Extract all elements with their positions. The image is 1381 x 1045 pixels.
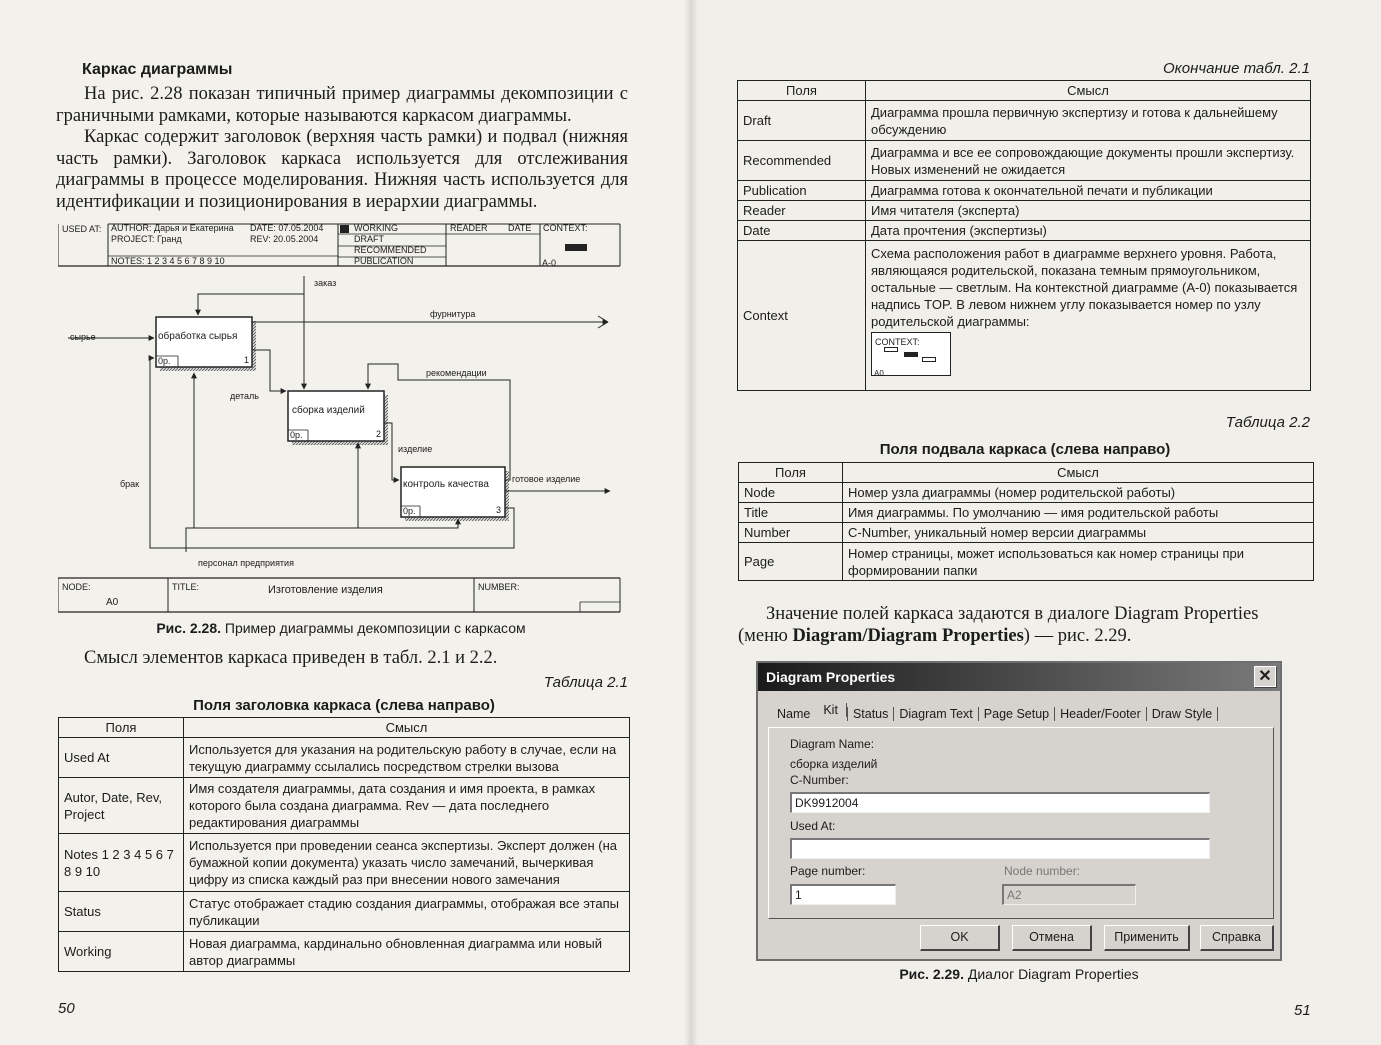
cancel-button[interactable]: Отмена [1012,925,1092,951]
table-header-row [739,463,1314,483]
table-cell-field: Draft [738,101,866,141]
table-header-meaning: Смысл [184,718,630,738]
table-cell-meaning: Дата прочтения (экспертизы) [866,221,1311,241]
mini-context-box-light-1 [884,347,898,352]
figure-2-28-caption [58,620,624,636]
table-2-1-title: Поля заголовка каркаса (слева направо) [193,697,495,714]
mini-context-box-light-2 [922,357,936,362]
box-2-number: 2 [376,429,382,439]
tab-status[interactable]: Status [847,707,894,721]
box-3-cost: 0р. [403,506,416,516]
table-cell-field: Status [59,892,184,932]
table-cell-meaning: Имя создателя диаграммы, дата создания и имя проекта, в рамках которого была создана диаграмма. Rev — дата последнего редактирования диаграммы [184,778,630,834]
table-row [738,101,1311,141]
arrow-label-zakaz: заказ [314,278,337,288]
dialog-intro-post: ) — рис. 2.29. [1023,625,1132,646]
table-row [59,834,630,892]
diagram-name-label: Diagram Name: [790,737,875,751]
table-cell-field: Date [738,221,866,241]
table-cell-field: Title [739,503,843,523]
mini-context-label: CONTEXT: [875,337,920,347]
mini-context-box-dark [904,352,918,357]
used-at-field[interactable] [790,838,1210,859]
table-header-field: Поля [59,718,184,738]
table-row [739,483,1314,503]
page-number-right: 51 [1294,1002,1311,1019]
header-notes: NOTES: 1 2 3 4 5 6 7 8 9 10 [111,256,225,266]
dialog-intro-menu: Diagram/Diagram Properties [792,625,1024,646]
header-reader: READER [450,223,488,233]
diagram-name-value: сборка изделий [790,757,878,771]
table-row [739,543,1314,581]
page-number-label: Page number: [790,864,866,878]
table-cell-meaning: Диаграмма прошла первичную экспертизу и готова к дальнейшему обсуждению [866,101,1311,141]
table-2-2-title: Поля подвала каркаса (слева направо) [879,441,1171,458]
table-header-meaning: Смысл [866,81,1311,101]
table-header-field: Поля [738,81,866,101]
dialog-titlebar [758,663,1280,691]
header-author: AUTHOR: Дарья и Екатерина [111,223,234,233]
dialog-intro-line1: Значение полей каркаса задаются в диалоге Diagram Properties [766,604,1259,624]
table-row [59,892,630,932]
table-header-row [738,81,1311,101]
used-at-label: Used At: [790,819,836,833]
table-cell-field: Working [59,932,184,972]
table-2-1-continued [737,80,1311,391]
table-row [739,523,1314,543]
table-header-row [59,718,630,738]
table-cell-field: Used At [59,738,184,778]
table-cell-meaning: Статус отображает стадию создания диаграммы, отображая все этапы публикации [184,892,630,932]
close-icon[interactable]: ✕ [1254,666,1276,687]
table-2-1-end-label: Окончание табл. 2.1 [1163,60,1310,77]
caption-text: Пример диаграммы декомпозиции с каркасом [221,620,526,636]
page-number-left: 50 [58,1000,75,1017]
table-row [738,181,1311,201]
table-cell-meaning: Имя диаграммы. По умолчанию — имя родительской работы [843,503,1314,523]
table-cell-field: Recommended [738,141,866,181]
table-cell-field: Context [738,241,866,391]
book-spine-shadow [684,0,698,1045]
box-2-cost: 0р. [290,430,303,440]
node-number-field[interactable]: A2 [1002,884,1136,905]
table-row [739,503,1314,523]
footer-node-label: NODE: [62,582,91,592]
header-publication: PUBLICATION [354,256,414,266]
dialog-intro-text [738,604,1312,647]
section-heading: Каркас диаграммы [82,61,233,78]
diagram-properties-dialog [756,661,1282,961]
apply-button[interactable]: Применить [1104,925,1190,951]
box-2-label: сборка изделий [292,405,365,416]
footer-number-label: NUMBER: [478,582,520,592]
table-cell-field: Notes 1 2 3 4 5 6 7 8 9 10 [59,834,184,892]
cnumber-label: C-Number: [790,773,849,787]
table-cell-meaning: Номер узла диаграммы (номер родительской работы) [843,483,1314,503]
header-date: DATE: 07.05.2004 [250,223,324,233]
arrow-label-personal: персонал предприятия [198,558,294,568]
arrow-label-furnitura: фурнитура [430,309,476,319]
table-2-2-label: Таблица 2.2 [1225,414,1310,431]
table-cell-field: Reader [738,201,866,221]
header-project: PROJECT: Гранд [111,234,182,244]
table-cell-meaning: C-Number, уникальный номер версии диаграммы [843,523,1314,543]
header-context-node: A-0 [542,258,557,268]
context-description: Схема расположения работ в диаграмме верхнего уровня. Работа, являющаяся родительской, показана темным прямоугольником, остальные — светлым. На контекстной диаграмме (A-0) показывается надпись TOP. В левом нижнем углу показывается номер по узлу родительской диаграммы: [871,246,1298,329]
arrow-label-izdelie: изделие [398,444,433,454]
table-cell-field: Number [739,523,843,543]
page-number-field[interactable]: 1 [790,884,896,905]
tab-draw-style[interactable]: Draw Style [1147,707,1218,721]
arrow-label-rekomendacii: рекомендации [426,368,487,378]
table-row [738,201,1311,221]
tab-name[interactable]: Name [777,707,811,721]
footer-node-value: A0 [106,597,119,608]
dialog-intro-pre: (меню [738,625,793,646]
header-used-at: USED AT: [62,224,102,234]
tab-page-setup[interactable]: Page Setup [979,707,1055,721]
table-cell-meaning: Новая диаграмма, кардинально обновленная диаграмма или новый автор диаграммы [184,932,630,972]
arrow-label-detal: деталь [230,391,259,401]
paragraph-1: На рис. 2.28 показан типичный пример диаграммы декомпозиции с граничными рамками, которые называются каркасом диаграммы. [56,84,628,126]
table-cell-field: Autor, Date, Rev, Project [59,778,184,834]
diagram-drawing [58,218,624,616]
footer-title-value: Изготовление изделия [268,584,383,596]
box-1-label: обработка сырья [158,331,238,342]
mini-context-wrapper [871,330,1305,380]
dialog-tabs [772,703,1218,721]
caption-label: Рис. 2.29. [899,966,964,982]
box-3-number: 3 [496,505,502,515]
mini-context-diagram [871,332,951,376]
cnumber-field[interactable]: DK9912004 [790,792,1210,813]
table-2-1 [58,717,630,972]
header-context: CONTEXT: [543,223,588,233]
table-row [738,241,1311,391]
table-cell-meaning: Диаграмма и все ее сопровождающие документы прошли экспертизу. Новых изменений не ожидается [866,141,1311,181]
header-recommended: RECOMMENDED [354,245,427,255]
tab-header-footer[interactable]: Header/Footer [1055,707,1147,721]
figure-2-29-caption [756,966,1282,982]
paragraph-2: Каркас содержит заголовок (верхняя часть рамки) и подвал (нижняя часть рамки). Заголовок каркаса используется для отслеживания диаграммы в процессе моделирования. Нижняя часть используется для идентификации и позиционирования в иерархии диаграммы. [56,127,628,212]
table-cell-meaning: Имя читателя (эксперта) [866,201,1311,221]
dialog-title: Diagram Properties [766,669,896,685]
box-3-label: контроль качества [403,479,489,490]
mini-context-node: A0 [874,369,884,378]
table-cell-meaning: Диаграмма готова к окончательной печати и публикации [866,181,1311,201]
arrow-label-syrye: сырье [70,332,96,342]
left-page [0,0,690,1045]
header-rev: REV: 20.05.2004 [250,234,319,244]
caption-label: Рис. 2.28. [156,620,221,636]
ok-button[interactable]: OK [920,925,1000,951]
table-row [738,221,1311,241]
arrow-label-brak: брак [120,479,140,489]
footer-title-label: TITLE: [172,582,200,592]
table-cell-field: Page [739,543,843,581]
table-row [738,141,1311,181]
table-row [59,932,630,972]
intro-text [56,84,628,213]
table-row [59,778,630,834]
table-cell-field: Publication [738,181,866,201]
arrow-label-gotovoe: готовое изделие [512,474,581,484]
caption-text: Диалог Diagram Properties [963,966,1139,982]
paragraph-3: Смысл элементов каркаса приведен в табл. 2.1 и 2.2. [84,648,498,668]
help-button[interactable]: Справка [1200,925,1274,951]
table-cell-meaning: Используется для указания на родительскую работу в случае, если на текущую диаграмму ссылались посредством стрелки вызова [184,738,630,778]
header-date2: DATE [508,223,532,233]
node-number-label: Node number: [1004,864,1081,878]
tab-kit[interactable]: Kit [815,703,847,717]
table-cell-meaning: Используется при проведении сеанса экспертизы. Эксперт должен (на бумажной копии документа) указать число замечаний, вычеркивая цифру из списка каждый раз при внесении нового замечания [184,834,630,892]
tab-diagram-text[interactable]: Diagram Text [894,707,978,721]
idef0-diagram [58,218,624,616]
table-header-field: Поля [739,463,843,483]
table-cell-field: Node [739,483,843,503]
table-header-meaning: Смысл [843,463,1314,483]
right-page [690,0,1381,1045]
header-draft: DRAFT [354,234,384,244]
table-2-2 [738,462,1314,581]
table-row [59,738,630,778]
table-cell-meaning: Номер страницы, может использоваться как номер страницы при формировании папки [843,543,1314,581]
box-1-cost: 0р. [158,356,171,366]
box-1-number: 1 [244,355,250,365]
table-2-1-label: Таблица 2.1 [543,674,628,691]
dialog-intro-line2 [738,626,1312,648]
header-working: WORKING [354,223,398,233]
table-cell-meaning-context [866,241,1311,391]
